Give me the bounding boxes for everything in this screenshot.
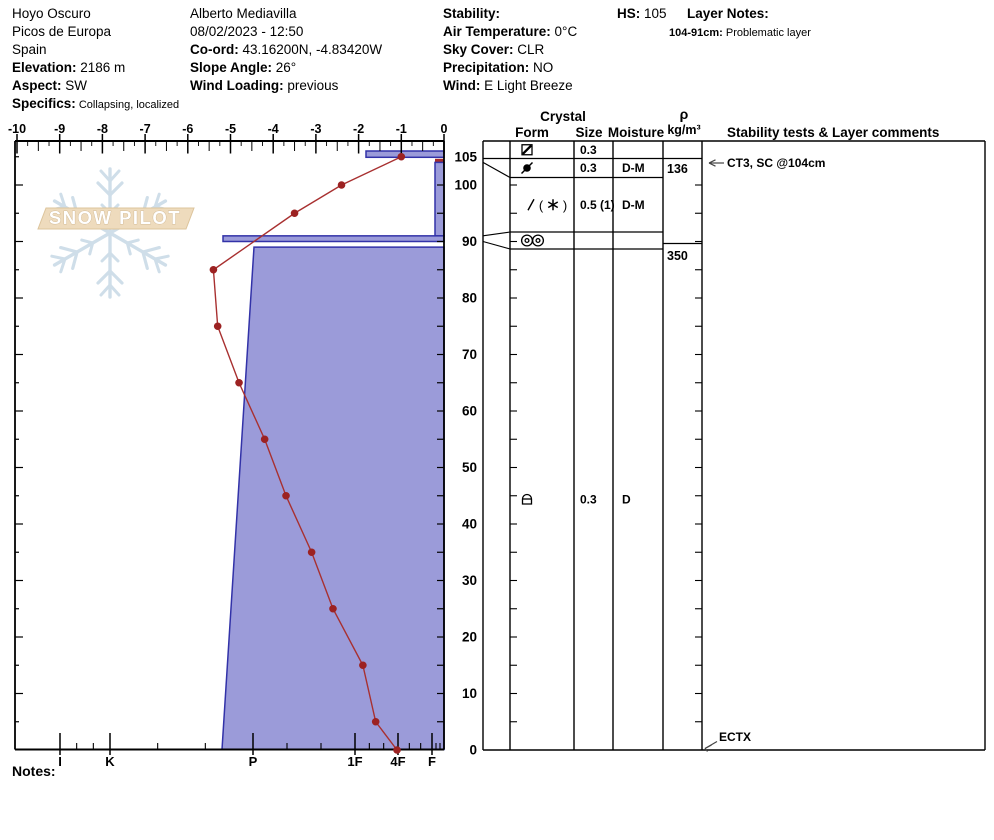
svg-text:): ) xyxy=(562,197,568,213)
svg-text:kg/m³: kg/m³ xyxy=(667,123,701,137)
header-field: Specifics: Collapsing, localized xyxy=(12,96,180,111)
stability-annotations xyxy=(705,156,825,752)
logo-text: SNOW PILOT xyxy=(48,207,182,228)
svg-text:10: 10 xyxy=(461,686,477,701)
svg-text:Crystal: Crystal xyxy=(540,109,586,124)
svg-text:-7: -7 xyxy=(139,122,151,136)
svg-text:ECTX: ECTX xyxy=(719,730,752,744)
svg-text:-8: -8 xyxy=(96,122,108,136)
svg-text:-3: -3 xyxy=(310,122,322,136)
svg-text:I: I xyxy=(58,754,62,769)
header-field: Hoyo Oscuro xyxy=(12,6,91,21)
header-field: Picos de Europa xyxy=(12,24,112,39)
svg-text:30: 30 xyxy=(461,573,477,588)
svg-text:K: K xyxy=(105,754,115,769)
square-slash-icon xyxy=(522,145,532,155)
notes-label: Notes: xyxy=(12,763,56,779)
header-field: Air Temperature: 0°C xyxy=(443,24,578,39)
header-field: Aspect: SW xyxy=(12,78,88,93)
svg-text:105: 105 xyxy=(454,149,477,165)
svg-text:D-M: D-M xyxy=(622,197,645,212)
svg-text:-9: -9 xyxy=(54,122,66,136)
header-field: 08/02/2023 - 12:50 xyxy=(190,24,304,39)
svg-text:-4: -4 xyxy=(267,122,279,136)
svg-text:0.3: 0.3 xyxy=(580,492,597,507)
svg-text:4F: 4F xyxy=(390,754,406,769)
svg-text:80: 80 xyxy=(461,290,477,306)
svg-text:P: P xyxy=(248,754,258,769)
dome-icon xyxy=(523,495,532,504)
temperature-axis xyxy=(8,122,448,154)
header-field: Wind: E Light Breeze xyxy=(443,78,573,93)
svg-text:0.5 (1): 0.5 (1) xyxy=(580,197,615,212)
svg-text:(: ( xyxy=(538,197,544,213)
layer-note: 104-91cm: Problematic layer xyxy=(669,27,811,39)
svg-text:CT3, SC @104cm: CT3, SC @104cm xyxy=(727,156,826,170)
svg-text:0: 0 xyxy=(440,122,448,136)
svg-text:Form: Form xyxy=(515,125,549,140)
filled-circle-slash-icon xyxy=(522,163,533,174)
header-field: Spain xyxy=(12,42,47,57)
header-field: Sky Cover: CLR xyxy=(443,42,545,57)
svg-text:20: 20 xyxy=(461,629,477,645)
svg-text:50: 50 xyxy=(461,460,477,475)
svg-text:0.3: 0.3 xyxy=(580,142,597,157)
header-field: Precipitation: NO xyxy=(443,60,554,75)
header-field: Alberto Mediavilla xyxy=(190,6,297,21)
svg-text:136: 136 xyxy=(667,162,688,176)
svg-text:1F: 1F xyxy=(347,754,363,769)
svg-text:Size: Size xyxy=(575,125,603,140)
header-field: Slope Angle: 26° xyxy=(190,60,297,75)
snowpilot-logo xyxy=(38,169,194,297)
header-field: Wind Loading: previous xyxy=(190,78,339,93)
header-field: Co-ord: 43.16200N, -4.83420W xyxy=(190,42,383,57)
svg-text:-5: -5 xyxy=(224,122,237,136)
svg-text:Moisture: Moisture xyxy=(607,125,665,140)
svg-text:0: 0 xyxy=(469,742,477,758)
header-field: Elevation: 2186 m xyxy=(12,60,126,75)
svg-text:-6: -6 xyxy=(182,122,194,136)
svg-text:70: 70 xyxy=(461,347,477,362)
hs-field: HS: 105 xyxy=(617,6,667,21)
profile-table xyxy=(483,106,985,750)
slash-paren-star-icon xyxy=(528,198,567,213)
svg-text:Stability tests & Layer commen: Stability tests & Layer comments xyxy=(727,125,940,140)
svg-text:ρ: ρ xyxy=(679,106,689,122)
svg-text:60: 60 xyxy=(461,403,477,419)
svg-text:F: F xyxy=(428,754,436,769)
double-circles-icon xyxy=(522,235,544,246)
svg-text:-10: -10 xyxy=(7,122,27,136)
svg-text:350: 350 xyxy=(667,249,688,263)
svg-text:40: 40 xyxy=(461,516,477,532)
svg-text:-2: -2 xyxy=(353,122,365,136)
svg-text:90: 90 xyxy=(461,234,477,249)
svg-text:0.3: 0.3 xyxy=(580,161,597,176)
svg-text:100: 100 xyxy=(454,177,477,193)
layer-notes-title: Layer Notes: xyxy=(687,6,769,21)
svg-text:D: D xyxy=(622,492,631,507)
svg-text:-1: -1 xyxy=(395,122,407,136)
header-field: Stability: xyxy=(443,6,501,21)
snowflake-icon xyxy=(49,169,172,297)
svg-text:D-M: D-M xyxy=(622,161,645,176)
